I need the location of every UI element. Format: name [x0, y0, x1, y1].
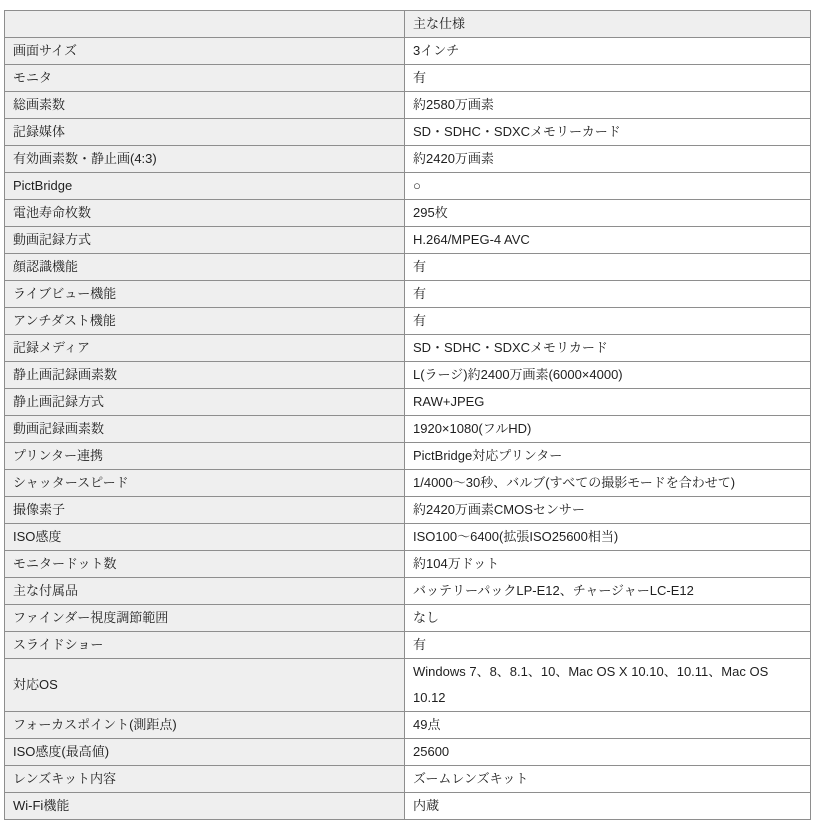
spec-label-cell: 記録媒体: [5, 119, 405, 146]
spec-label-cell: レンズキット内容: [5, 766, 405, 793]
table-row: [5, 766, 811, 793]
table-row: [5, 659, 811, 712]
spec-value-cell: SD・SDHC・SDXCメモリーカード: [405, 119, 811, 146]
table-row: [5, 578, 811, 605]
spec-label-cell: 撮像素子: [5, 497, 405, 524]
spec-label-cell: 主な付属品: [5, 578, 405, 605]
spec-value-cell: H.264/MPEG-4 AVC: [405, 227, 811, 254]
spec-label-cell: 対応OS: [5, 659, 405, 712]
spec-label-cell: 画面サイズ: [5, 38, 405, 65]
spec-value-cell: 約2580万画素: [405, 92, 811, 119]
spec-value-cell: 1/4000〜30秒、バルブ(すべての撮影モードを合わせて): [405, 470, 811, 497]
spec-value-cell: SD・SDHC・SDXCメモリカード: [405, 335, 811, 362]
spec-label-cell: ライブビュー機能: [5, 281, 405, 308]
table-row: [5, 443, 811, 470]
table-row: [5, 389, 811, 416]
spec-table-body: [5, 38, 811, 820]
table-row: [5, 470, 811, 497]
spec-value-cell: 約104万ドット: [405, 551, 811, 578]
spec-table: [4, 10, 811, 820]
spec-label-cell: 記録メディア: [5, 335, 405, 362]
spec-value-cell: 3インチ: [405, 38, 811, 65]
table-row: [5, 227, 811, 254]
spec-value-cell: RAW+JPEG: [405, 389, 811, 416]
table-row: [5, 92, 811, 119]
table-row: [5, 146, 811, 173]
spec-value-cell: 有: [405, 281, 811, 308]
table-row: [5, 739, 811, 766]
spec-value-cell: バッテリーパックLP-E12、チャージャーLC-E12: [405, 578, 811, 605]
table-row: [5, 632, 811, 659]
table-row: [5, 335, 811, 362]
table-row: [5, 38, 811, 65]
spec-value-cell: 約2420万画素: [405, 146, 811, 173]
spec-value-cell: ズームレンズキット: [405, 766, 811, 793]
spec-label-cell: Wi-Fi機能: [5, 793, 405, 820]
spec-value-cell: ○: [405, 173, 811, 200]
table-row: [5, 712, 811, 739]
spec-label-cell: モニタードット数: [5, 551, 405, 578]
spec-value-cell: PictBridge対応プリンター: [405, 443, 811, 470]
table-row: [5, 308, 811, 335]
spec-label-cell: 総画素数: [5, 92, 405, 119]
table-row: [5, 497, 811, 524]
table-row: [5, 65, 811, 92]
table-row: [5, 254, 811, 281]
table-row: [5, 524, 811, 551]
spec-label-cell: 電池寿命枚数: [5, 200, 405, 227]
spec-label-cell: フォーカスポイント(測距点): [5, 712, 405, 739]
spec-label-cell: 有効画素数・静止画(4:3): [5, 146, 405, 173]
spec-label-cell: 静止画記録方式: [5, 389, 405, 416]
spec-label-cell: 顔認識機能: [5, 254, 405, 281]
spec-value-cell: 約2420万画素CMOSセンサー: [405, 497, 811, 524]
spec-value-cell: 有: [405, 308, 811, 335]
spec-label-cell: 動画記録画素数: [5, 416, 405, 443]
spec-value-cell: 25600: [405, 739, 811, 766]
spec-value-cell: 295枚: [405, 200, 811, 227]
spec-value-cell: ISO100〜6400(拡張ISO25600相当): [405, 524, 811, 551]
table-row: [5, 551, 811, 578]
table-row: [5, 281, 811, 308]
spec-label-cell: ファインダー視度調節範囲: [5, 605, 405, 632]
spec-label-cell: ISO感度: [5, 524, 405, 551]
spec-label-cell: アンチダスト機能: [5, 308, 405, 335]
spec-value-cell: Windows 7、8、8.1、10、Mac OS X 10.10、10.11、Mac OS 10.12: [405, 659, 811, 712]
table-row: [5, 605, 811, 632]
spec-value-cell: なし: [405, 605, 811, 632]
spec-label-cell: スライドショー: [5, 632, 405, 659]
spec-header-row: [5, 11, 811, 38]
spec-label-cell: 静止画記録画素数: [5, 362, 405, 389]
spec-label-cell: PictBridge: [5, 173, 405, 200]
table-row: [5, 362, 811, 389]
spec-value-cell: 1920×1080(フルHD): [405, 416, 811, 443]
spec-header-title: 主な仕様: [405, 11, 811, 38]
spec-value-cell: 有: [405, 254, 811, 281]
spec-value-cell: 49点: [405, 712, 811, 739]
table-row: [5, 793, 811, 820]
spec-label-cell: モニタ: [5, 65, 405, 92]
spec-label-cell: ISO感度(最高値): [5, 739, 405, 766]
table-row: [5, 173, 811, 200]
table-row: [5, 416, 811, 443]
spec-header-label-cell: [5, 11, 405, 38]
spec-label-cell: 動画記録方式: [5, 227, 405, 254]
spec-value-cell: 内蔵: [405, 793, 811, 820]
spec-value-cell: 有: [405, 65, 811, 92]
table-row: [5, 200, 811, 227]
spec-label-cell: シャッタースピード: [5, 470, 405, 497]
spec-label-cell: プリンター連携: [5, 443, 405, 470]
table-row: [5, 119, 811, 146]
spec-value-cell: L(ラージ)約2400万画素(6000×4000): [405, 362, 811, 389]
spec-value-cell: 有: [405, 632, 811, 659]
